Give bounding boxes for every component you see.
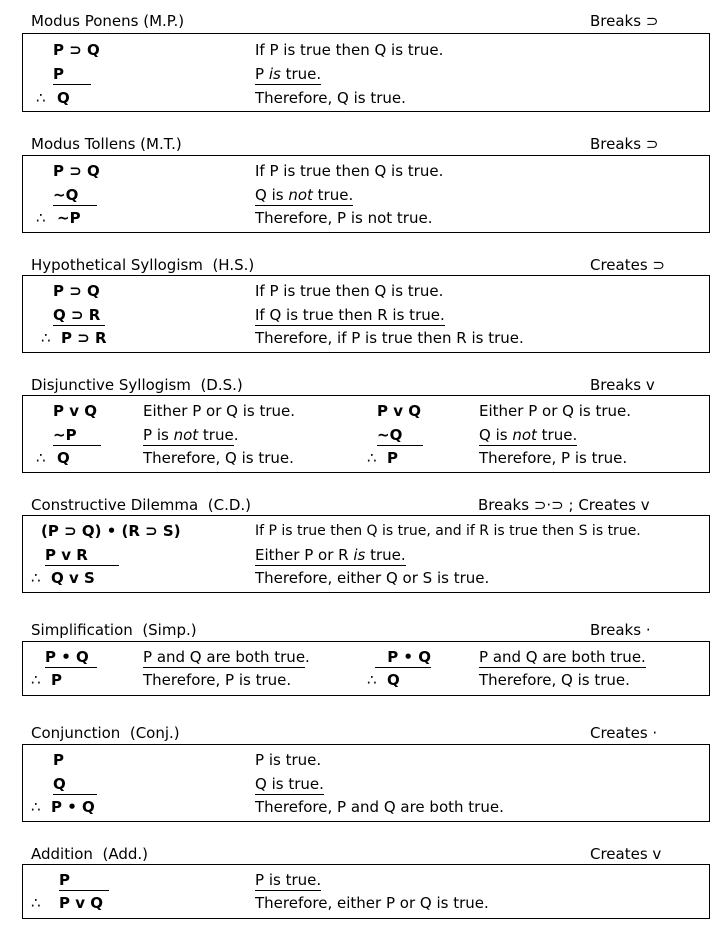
rule-title-modus-tollens: Modus Tollens (M.T.) [31, 135, 182, 153]
premise-gloss: P is true. [255, 871, 322, 889]
rule-title-simplification: Simplification (Simp.) [31, 621, 197, 639]
conclusion-gloss: Therefore, if P is true then R is true. [255, 329, 524, 347]
premise-2-formula: Q [53, 775, 97, 795]
right-therefore-symbol: ∴ [367, 449, 377, 467]
rule-title-hypothetical-syllogism: Hypothetical Syllogism (H.S.) [31, 256, 255, 274]
left-premise-gloss: P and Q are both true. [143, 648, 310, 666]
therefore-symbol: ∴ [36, 209, 46, 227]
conclusion-gloss: Therefore, either P or Q is true. [255, 894, 489, 912]
right-premise-1-gloss: Either P or Q is true. [479, 402, 631, 420]
left-conclusion-gloss: Therefore, Q is true. [143, 449, 294, 467]
therefore-symbol: ∴ [41, 329, 51, 347]
therefore-symbol: ∴ [36, 89, 46, 107]
rule-box-conjunction [22, 744, 710, 822]
rule-box-modus-tollens [22, 155, 710, 233]
rule-tag-modus-tollens: Breaks ⊃ [590, 135, 659, 153]
left-conclusion-formula: P [51, 671, 62, 689]
premise-2-gloss: P is true. [255, 65, 322, 83]
conclusion-formula: P • Q [51, 798, 95, 816]
premise-1-formula: P [53, 751, 64, 769]
therefore-symbol: ∴ [31, 798, 41, 816]
rule-box-hypothetical-syllogism [22, 275, 710, 353]
premise-1-gloss: If P is true then Q is true. [255, 282, 444, 300]
premise-2-formula: Q ⊃ R [53, 306, 105, 326]
left-premise-formula: P • Q [45, 648, 97, 668]
right-conclusion-gloss: Therefore, P is true. [479, 449, 628, 467]
premise-2-gloss: Q is true. [255, 775, 324, 793]
conclusion-formula: P v Q [59, 894, 103, 912]
left-premise-1-gloss: Either P or Q is true. [143, 402, 295, 420]
right-premise-2-formula: ~Q [377, 426, 423, 446]
left-therefore-symbol: ∴ [31, 671, 41, 689]
premise-1-gloss: If P is true then Q is true. [255, 41, 444, 59]
rule-box-modus-ponens [22, 33, 710, 112]
premise-1-formula: P ⊃ Q [53, 282, 100, 300]
left-premise-1-formula: P v Q [53, 402, 97, 420]
conclusion-gloss: Therefore, P is not true. [255, 209, 433, 227]
right-premise-1-formula: P v Q [377, 402, 421, 420]
premise-1-gloss: P is true. [255, 751, 322, 769]
rule-title-addition: Addition (Add.) [31, 845, 148, 863]
rule-tag-conjunction: Creates · [590, 724, 658, 742]
left-conclusion-gloss: Therefore, P is true. [143, 671, 292, 689]
conclusion-gloss: Therefore, either Q or S is true. [255, 569, 490, 587]
rule-tag-hypothetical-syllogism: Creates ⊃ [590, 256, 665, 274]
conclusion-formula: ~P [57, 209, 81, 227]
rule-title-modus-ponens: Modus Ponens (M.P.) [31, 12, 185, 30]
rule-title-constructive-dilemma: Constructive Dilemma (C.D.) [31, 496, 252, 514]
rule-title-disjunctive-syllogism: Disjunctive Syllogism (D.S.) [31, 376, 243, 394]
rule-title-conjunction: Conjunction (Conj.) [31, 724, 180, 742]
premise-formula: P [59, 871, 109, 891]
rule-tag-simplification: Breaks · [590, 621, 651, 639]
right-conclusion-formula: Q [387, 671, 400, 689]
right-conclusion-gloss: Therefore, Q is true. [479, 671, 630, 689]
premise-1-gloss: If P is true then Q is true, and if R is true then S is true. [255, 523, 641, 539]
rule-box-simplification [22, 641, 710, 696]
conclusion-formula: P ⊃ R [61, 329, 107, 347]
right-premise-formula: P • Q [375, 648, 431, 668]
conclusion-formula: Q [57, 89, 70, 107]
premise-1-formula: (P ⊃ Q) • (R ⊃ S) [41, 522, 181, 540]
conclusion-gloss: Therefore, P and Q are both true. [255, 798, 504, 816]
left-premise-2-gloss: P is not true. [143, 426, 239, 444]
conclusion-gloss: Therefore, Q is true. [255, 89, 406, 107]
premise-1-gloss: If P is true then Q is true. [255, 162, 444, 180]
conclusion-formula: Q v S [51, 569, 95, 587]
left-conclusion-formula: Q [57, 449, 70, 467]
left-therefore-symbol: ∴ [36, 449, 46, 467]
premise-2-formula: P v R [45, 546, 119, 566]
right-therefore-symbol: ∴ [367, 671, 377, 689]
premise-2-gloss: Q is not true. [255, 186, 354, 204]
rule-tag-addition: Creates v [590, 845, 662, 863]
therefore-symbol: ∴ [31, 894, 41, 912]
rule-tag-modus-ponens: Breaks ⊃ [590, 12, 659, 30]
premise-2-gloss: Either P or R is true. [255, 546, 406, 564]
premise-2-formula: ~Q [53, 186, 97, 206]
rule-box-disjunctive-syllogism [22, 395, 710, 473]
premise-2-formula: P [53, 65, 91, 85]
premise-2-gloss: If Q is true then R is true. [255, 306, 445, 324]
right-conclusion-formula: P [387, 449, 398, 467]
rule-box-constructive-dilemma [22, 515, 710, 593]
therefore-symbol: ∴ [31, 569, 41, 587]
rule-tag-constructive-dilemma: Breaks ⊃·⊃ ; Creates v [478, 496, 650, 514]
premise-1-formula: P ⊃ Q [53, 162, 100, 180]
rule-box-addition [22, 864, 710, 919]
rule-tag-disjunctive-syllogism: Breaks v [590, 376, 655, 394]
right-premise-gloss: P and Q are both true. [479, 648, 646, 666]
premise-1-formula: P ⊃ Q [53, 41, 100, 59]
left-premise-2-formula: ~P [53, 426, 101, 446]
right-premise-2-gloss: Q is not true. [479, 426, 578, 444]
